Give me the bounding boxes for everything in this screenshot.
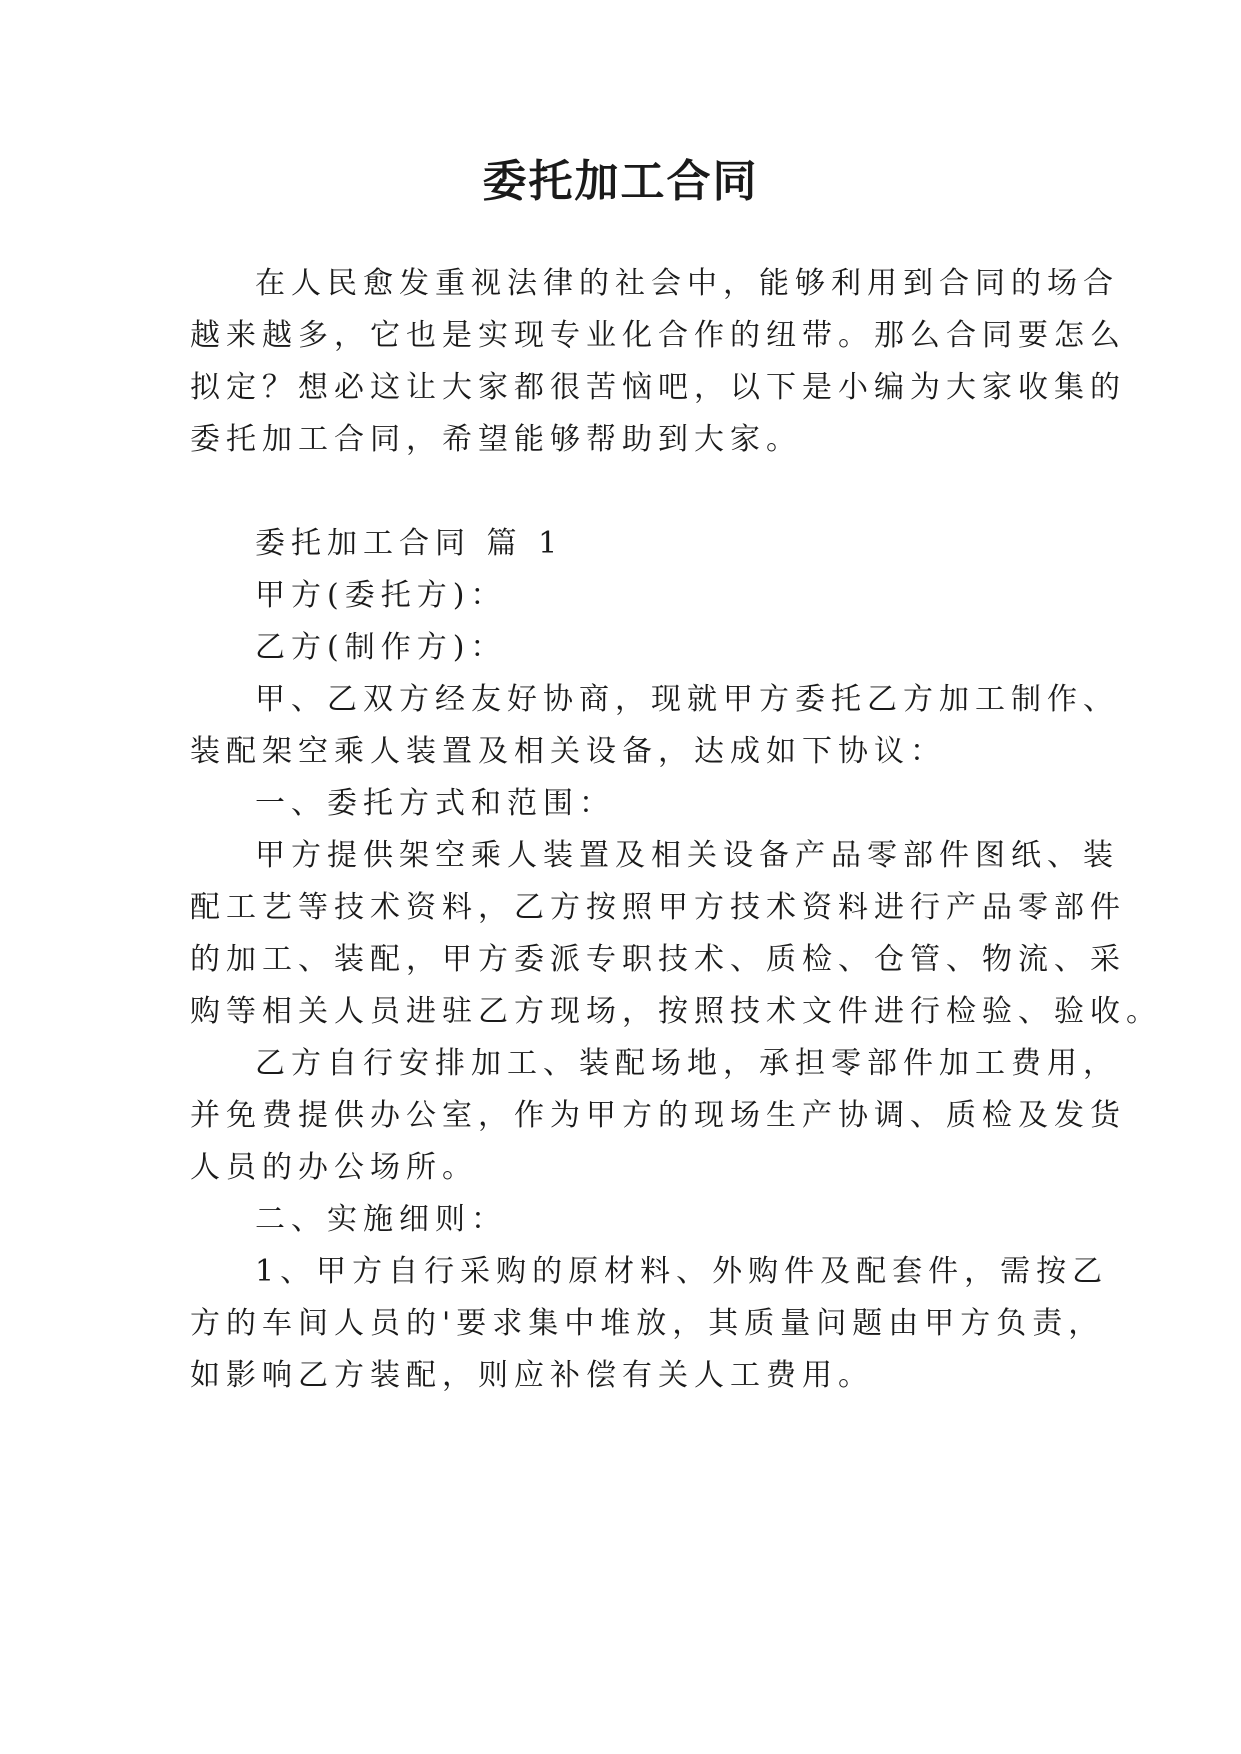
party-a-label: 甲方(委托方)： (255, 578, 507, 613)
scope-line: 配工艺等技术资料，乙方按照甲方技术资料进行产品零部件 (190, 890, 1126, 925)
section-heading: 委托加工合同 篇 1 (255, 526, 564, 561)
intro-line: 在人民愈发重视法律的社会中，能够利用到合同的场合 (255, 266, 1119, 301)
intro-line: 委托加工合同，希望能够帮助到大家。 (190, 422, 802, 457)
site-line: 并免费提供办公室，作为甲方的现场生产协调、质检及发货 (190, 1098, 1126, 1133)
clause-heading-1: 一、委托方式和范围： (255, 786, 615, 821)
agreement-line: 甲、乙双方经友好协商，现就甲方委托乙方加工制作、 (255, 682, 1119, 717)
intro-line: 拟定？想必这让大家都很苦恼吧，以下是小编为大家收集的 (190, 370, 1126, 405)
rule1-line: 1、甲方自行采购的原材料、外购件及配套件，需按乙 (255, 1254, 1109, 1289)
rule1-line: 方的车间人员的'要求集中堆放，其质量问题由甲方负责， (190, 1306, 1105, 1341)
party-b-label: 乙方(制作方)： (255, 630, 507, 665)
rule1-line: 如影响乙方装配，则应补偿有关人工费用。 (190, 1358, 874, 1393)
site-line: 乙方自行安排加工、装配场地，承担零部件加工费用， (255, 1046, 1119, 1081)
agreement-line: 装配架空乘人装置及相关设备，达成如下协议： (190, 734, 946, 769)
clause-heading-2: 二、实施细则： (255, 1202, 507, 1237)
document-title: 委托加工合同 (482, 156, 759, 207)
scope-line: 的加工、装配，甲方委派专职技术、质检、仓管、物流、采 (190, 942, 1126, 977)
scope-line: 甲方提供架空乘人装置及相关设备产品零部件图纸、装 (255, 838, 1119, 873)
site-line: 人员的办公场所。 (190, 1150, 478, 1185)
intro-line: 越来越多，它也是实现专业化合作的纽带。那么合同要怎么 (190, 318, 1126, 353)
scope-line: 购等相关人员进驻乙方现场，按照技术文件进行检验、验收。 (190, 994, 1162, 1029)
